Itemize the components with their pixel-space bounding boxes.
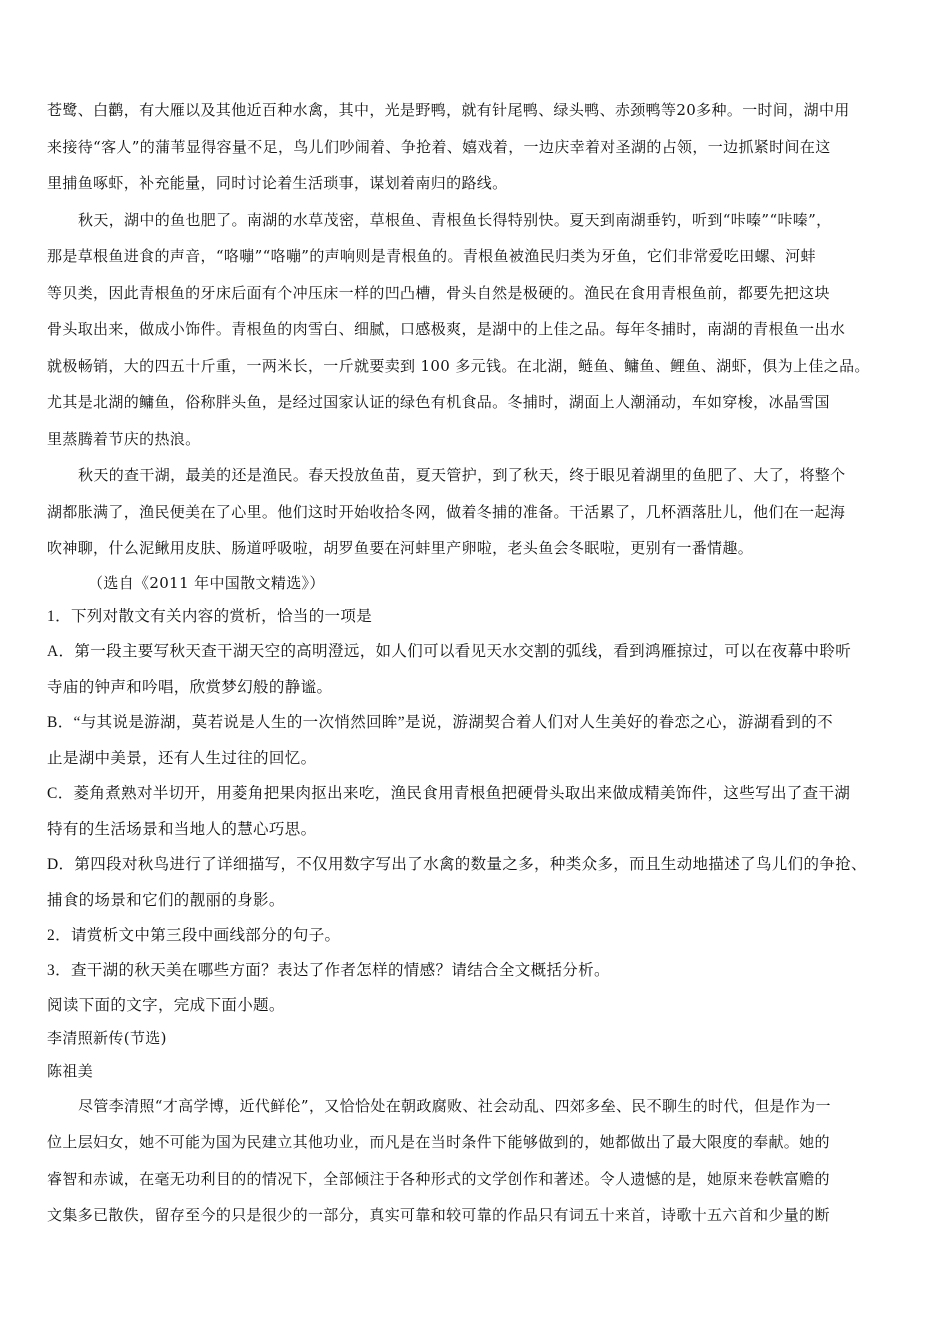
source-citation: （选自《2011 年中国散文精选》） bbox=[88, 574, 325, 592]
text-line: 骨头取出来，做成小饰件。青根鱼的肉雪白、细腻，口感极爽，是湖中的上佳之品。每年冬捕时，南湖的青根鱼一出水 bbox=[47, 320, 846, 338]
option-a: A．第一段主要写秋天查干湖天空的高明澄远，如人们可以看见天水交割的弧线，看到鸿雁掠过，可以在夜幕中聆听 bbox=[47, 643, 852, 660]
question-2: 2．请赏析文中第三段中画线部分的句子。 bbox=[47, 927, 341, 944]
text-line: 就极畅销，大的四五十斤重，一两米长，一斤就要卖到 100 多元钱。在北湖，鲢鱼、鳙鱼、鲤鱼、湖虾，俱为上佳之品。 bbox=[47, 357, 870, 375]
instruction: 阅读下面的文字，完成下面小题。 bbox=[47, 997, 285, 1014]
text-line: 位上层妇女，她不可能为国为民建立其他功业，而凡是在当时条件下能够做到的，她都做出了最大限度的奉献。她的 bbox=[47, 1133, 830, 1151]
text-line: 秋天的查干湖，最美的还是渔民。春天投放鱼苗，夏天管护，到了秋天，终于眼见着湖里的鱼肥了、大了，将整个 bbox=[78, 466, 846, 484]
option-d: D．第四段对秋鸟进行了详细描写，不仅用数字写出了水禽的数量之多，种类众多，而且生动地描述了鸟儿们的争抢、 bbox=[47, 856, 867, 873]
article-title: 李清照新传(节选) bbox=[47, 1029, 167, 1047]
option-d-cont: 捕食的场景和它们的靓丽的身影。 bbox=[47, 892, 285, 909]
text-line: 里蒸腾着节庆的热浪。 bbox=[47, 430, 201, 448]
text-line: 秋天，湖中的鱼也肥了。南湖的水草茂密，草根鱼、青根鱼长得特别快。夏天到南湖垂钓，听到“咔嗪”“咔嗪”， bbox=[78, 211, 832, 229]
text-line: 尤其是北湖的鳙鱼，俗称胖头鱼，是经过国家认证的绿色有机食品。冬捕时，湖面上人潮涌动，车如穿梭，冰晶雪国 bbox=[47, 393, 830, 411]
option-b-cont: 止是湖中美景，还有人生过往的回忆。 bbox=[47, 750, 317, 767]
text-line: 苍鹭、白鹳，有大雁以及其他近百种水禽，其中，光是野鸭，就有针尾鸭、绿头鸭、赤颈鸭等20多种。一时间，湖中用 bbox=[47, 101, 850, 119]
question-1: 1．下列对散文有关内容的赏析，恰当的一项是 bbox=[47, 608, 373, 625]
article-author: 陈祖美 bbox=[47, 1062, 94, 1080]
text-line: 睿智和赤诚，在毫无功利目的的情况下，全部倾注于各种形式的文学创作和著述。令人遗憾的是，她原来卷帙富赡的 bbox=[47, 1170, 830, 1188]
text-line: 文集多已散佚，留存至今的只是很少的一部分，真实可靠和较可靠的作品只有词五十来首，诗歌十五六首和少量的断 bbox=[47, 1206, 830, 1224]
option-a-cont: 寺庙的钟声和吟唱，欣赏梦幻般的静谧。 bbox=[47, 679, 333, 696]
text-line: 那是草根鱼进食的声音，“咯嘣”“咯嘣”的声响则是青根鱼的。青根鱼被渔民归类为牙鱼，它们非常爱吃田螺、河蚌 bbox=[47, 247, 816, 265]
question-3: 3．查干湖的秋天美在哪些方面？表达了作者怎样的情感？请结合全文概括分析。 bbox=[47, 962, 610, 979]
text-line: 吹神聊，什么泥鳅用皮肤、肠道呼吸啦，胡罗鱼要在河蚌里产卵啦，老头鱼会冬眠啦，更别有一番情趣。 bbox=[47, 539, 754, 557]
text-line: 湖都胀满了，渔民便美在了心里。他们这时开始收拾冬网，做着冬捕的准备。干活累了，几杯酒落肚儿，他们在一起海 bbox=[47, 503, 846, 521]
option-c-cont: 特有的生活场景和当地人的慧心巧思。 bbox=[47, 821, 317, 838]
text-line: 等贝类，因此青根鱼的牙床后面有个冲压床一样的凹凸槽，骨头自然是极硬的。渔民在食用青根鱼前，都要先把这块 bbox=[47, 284, 830, 302]
text-line: 尽管李清照“才高学博，近代鲜伦”，又恰恰处在朝政腐败、社会动乱、四郊多垒、民不聊生的时代，但是作为一 bbox=[78, 1097, 831, 1115]
option-c: C．菱角煮熟对半切开，用菱角把果肉抠出来吃，渔民食用青根鱼把硬骨头取出来做成精美饰件，这些写出了查干湖 bbox=[47, 785, 851, 802]
option-b: B．“与其说是游湖，莫若说是人生的一次悄然回眸”是说，游湖契合着人们对人生美好的眷恋之心，游湖看到的不 bbox=[47, 714, 833, 731]
text-line: 来接待“客人”的蒲苇显得容量不足，鸟儿们吵闹着、争抢着、嬉戏着，一边庆幸着对圣湖的占领，一边抓紧时间在这 bbox=[47, 138, 831, 156]
text-line: 里捕鱼啄虾，补充能量，同时讨论着生活琐事，谋划着南归的路线。 bbox=[47, 174, 508, 192]
